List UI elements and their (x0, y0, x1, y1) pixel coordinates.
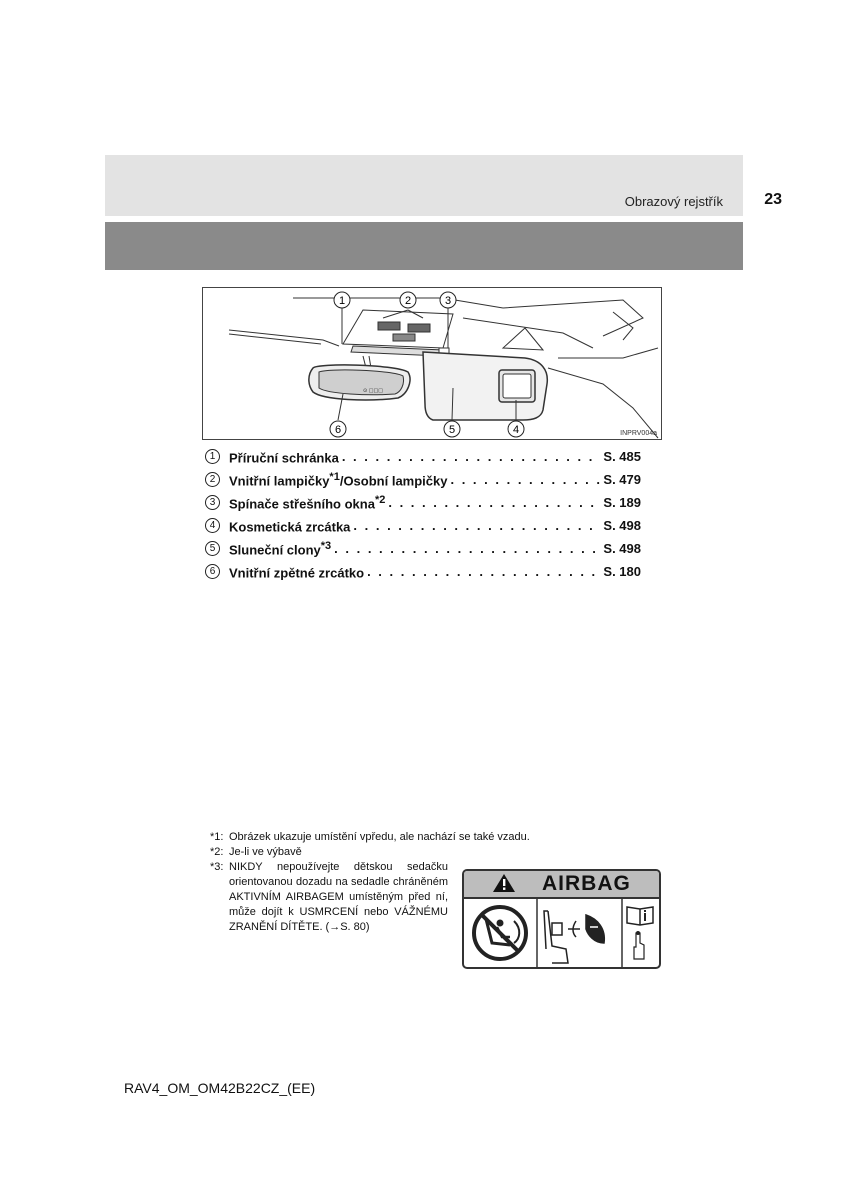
item-row-6[interactable] (205, 560, 641, 583)
no-rear-facing-child-seat-icon (474, 907, 526, 959)
svg-text:3: 3 (444, 295, 452, 307)
item-label: Vnitřní lampičky$^{*1}$/Osobní lampičky (229, 470, 448, 489)
page-reference[interactable]: S. 479 (603, 472, 641, 487)
item-row-5[interactable] (205, 537, 641, 560)
svg-text:1: 1 (338, 295, 346, 307)
item-row-3[interactable] (205, 491, 641, 514)
document-id: RAV4_OM_OM42B22CZ_(EE) (124, 1080, 316, 1096)
section-title: Obrazový rejstřík (624, 194, 723, 209)
item-row-1[interactable] (205, 445, 641, 468)
footnote-3 (210, 860, 448, 935)
item-row-2[interactable] (205, 468, 641, 491)
footnote-text: Je-li ve výbavě (229, 846, 302, 858)
footnote-text: Obrázek ukazuje umístění vpředu, ale nachází se také vzadu. (229, 831, 530, 843)
footnote-mark: *3: (210, 861, 224, 873)
page-number: 23 (764, 191, 782, 208)
leader-dots (334, 541, 600, 556)
callout-6 (330, 421, 346, 437)
callout-5 (444, 421, 460, 437)
dark-band (105, 222, 743, 270)
callout-1 (334, 292, 350, 308)
svg-text:4: 4 (512, 424, 520, 436)
svg-text:2: 2 (404, 295, 412, 307)
item-number: 2 (205, 472, 220, 487)
item-number: 6 (205, 564, 220, 579)
interior-figure (202, 287, 662, 440)
svg-text:6: 6 (334, 424, 342, 436)
item-number: 4 (205, 518, 220, 533)
read-manual-icon (627, 907, 653, 959)
footnote-mark: *2: (210, 846, 224, 858)
leader-dots (342, 449, 601, 464)
item-number: 1 (205, 449, 220, 464)
item-list (205, 445, 641, 583)
warning-triangle-icon (493, 874, 515, 892)
item-row-4[interactable] (205, 514, 641, 537)
item-label: Příruční schránka (229, 450, 339, 466)
leader-dots (353, 518, 600, 533)
footnote-2 (210, 845, 530, 860)
callout-2 (400, 292, 416, 308)
airbag-warning-label (462, 869, 661, 969)
item-number: 3 (205, 495, 220, 510)
overhead-console-illustration (203, 288, 663, 441)
item-label: Spínače střešního okna$^{*2}$ (229, 493, 386, 512)
svg-text:5: 5 (448, 424, 456, 436)
airbag-title: AIRBAG (542, 872, 631, 895)
callout-3 (440, 292, 456, 308)
page-reference[interactable]: S. 485 (603, 449, 641, 464)
item-number: 5 (205, 541, 220, 556)
page-reference[interactable]: S. 498 (603, 541, 641, 556)
page-reference[interactable]: S. 180 (603, 564, 641, 579)
footnote-text: NIKDY nepoužívejte dětskou sedačku orientovanou dozadu na sedadle chráněném AKTIVNÍM AIRBAGEM umístěným před ní, může dojít k USMRCENÍ nebo VÁŽNÉMU ZRANĚNÍ DÍTĚTE. (→S. 80) (229, 861, 448, 933)
page-reference[interactable]: S. 189 (603, 495, 641, 510)
footnote-1 (210, 830, 530, 845)
leader-dots (388, 495, 600, 510)
figure-code: INPRV004a (620, 430, 657, 437)
item-label: Kosmetická zrcátka (229, 519, 351, 535)
airbag-deploy-seat-icon (544, 911, 604, 963)
item-label: Vnitřní zpětné zrcátko (229, 565, 365, 581)
item-label: Sluneční clony$^{*3}$ (229, 539, 332, 558)
leader-dots (367, 564, 600, 579)
page-reference[interactable]: S. 498 (603, 518, 641, 533)
leader-dots (450, 472, 600, 487)
mirror-lettering: ⊙ □□□ (363, 388, 383, 394)
callout-4 (508, 421, 524, 437)
footnote-mark: *1: (210, 831, 224, 843)
